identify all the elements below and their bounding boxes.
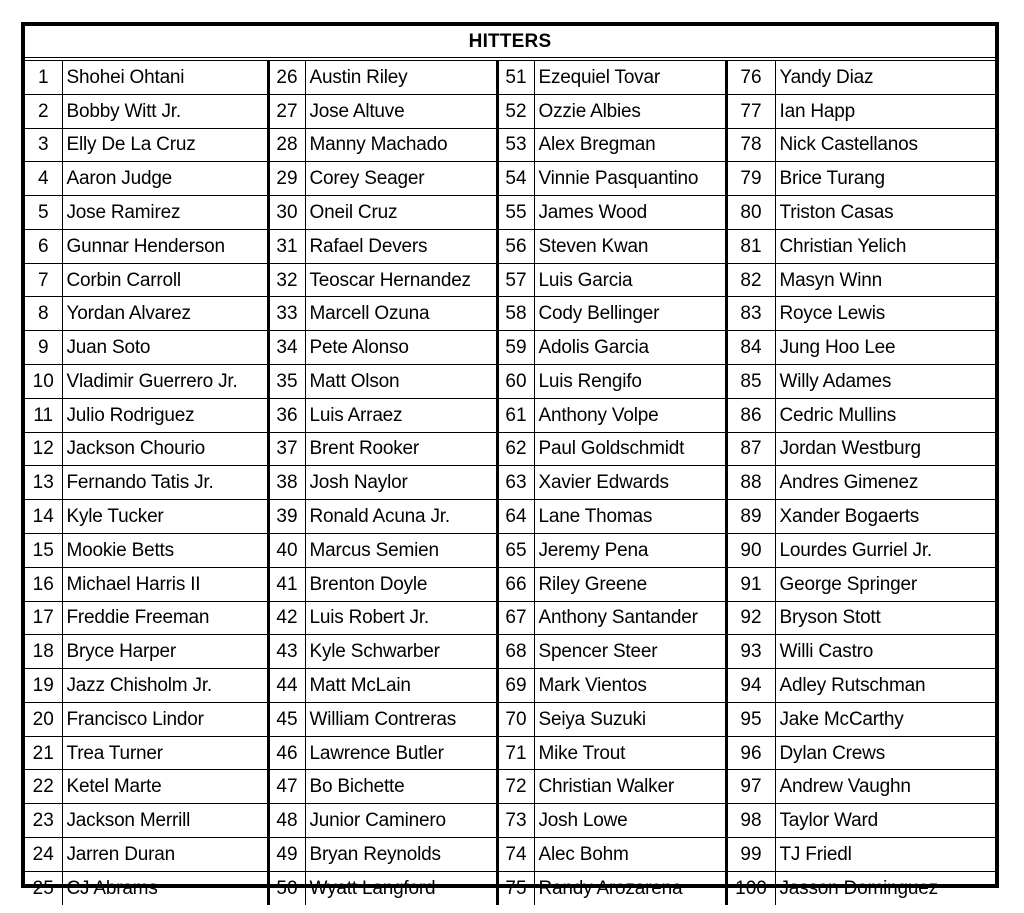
rank-cell: 14 <box>25 500 62 534</box>
player-name-cell: Junior Caminero <box>305 804 497 838</box>
rank-cell: 100 <box>726 871 775 904</box>
sheet-title: HITTERS <box>25 26 995 61</box>
rank-cell: 65 <box>497 533 534 567</box>
rank-cell: 8 <box>25 297 62 331</box>
rank-cell: 54 <box>497 162 534 196</box>
rank-cell: 29 <box>268 162 305 196</box>
rank-cell: 79 <box>726 162 775 196</box>
rank-cell: 75 <box>497 871 534 904</box>
rank-cell: 47 <box>268 770 305 804</box>
rank-cell: 27 <box>268 94 305 128</box>
rank-cell: 7 <box>25 263 62 297</box>
player-name-cell: Josh Lowe <box>534 804 726 838</box>
rank-cell: 49 <box>268 837 305 871</box>
table-row <box>25 533 995 567</box>
table-row <box>25 331 995 365</box>
player-name-cell: Xander Bogaerts <box>775 500 995 534</box>
player-name-cell: Christian Yelich <box>775 229 995 263</box>
rank-cell: 51 <box>497 61 534 94</box>
player-name-cell: Riley Greene <box>534 567 726 601</box>
player-name-cell: Bo Bichette <box>305 770 497 804</box>
table-row <box>25 61 995 94</box>
rank-cell: 12 <box>25 432 62 466</box>
player-name-cell: Randy Arozarena <box>534 871 726 904</box>
rank-cell: 91 <box>726 567 775 601</box>
rank-cell: 13 <box>25 466 62 500</box>
player-name-cell: Christian Walker <box>534 770 726 804</box>
rank-cell: 70 <box>497 702 534 736</box>
table-row <box>25 601 995 635</box>
player-name-cell: Josh Naylor <box>305 466 497 500</box>
rank-cell: 62 <box>497 432 534 466</box>
rank-cell: 25 <box>25 871 62 904</box>
table-row <box>25 162 995 196</box>
player-name-cell: Paul Goldschmidt <box>534 432 726 466</box>
player-name-cell: Adolis Garcia <box>534 331 726 365</box>
player-name-cell: Willy Adames <box>775 365 995 399</box>
player-name-cell: Corbin Carroll <box>62 263 268 297</box>
rank-cell: 53 <box>497 128 534 162</box>
player-name-cell: Jasson Dominguez <box>775 871 995 904</box>
player-name-cell: Corey Seager <box>305 162 497 196</box>
player-name-cell: Masyn Winn <box>775 263 995 297</box>
player-name-cell: Elly De La Cruz <box>62 128 268 162</box>
rank-cell: 68 <box>497 635 534 669</box>
rank-cell: 42 <box>268 601 305 635</box>
player-name-cell: Seiya Suzuki <box>534 702 726 736</box>
rank-cell: 96 <box>726 736 775 770</box>
rank-cell: 61 <box>497 398 534 432</box>
player-name-cell: Fernando Tatis Jr. <box>62 466 268 500</box>
rank-cell: 38 <box>268 466 305 500</box>
rank-cell: 39 <box>268 500 305 534</box>
player-name-cell: James Wood <box>534 196 726 230</box>
rank-cell: 85 <box>726 365 775 399</box>
player-name-cell: Luis Arraez <box>305 398 497 432</box>
player-name-cell: Ian Happ <box>775 94 995 128</box>
table-row <box>25 229 995 263</box>
player-name-cell: Gunnar Henderson <box>62 229 268 263</box>
player-name-cell: Luis Garcia <box>534 263 726 297</box>
rank-cell: 82 <box>726 263 775 297</box>
player-name-cell: Luis Rengifo <box>534 365 726 399</box>
player-name-cell: Yandy Diaz <box>775 61 995 94</box>
rank-cell: 11 <box>25 398 62 432</box>
player-name-cell: Lourdes Gurriel Jr. <box>775 533 995 567</box>
table-row <box>25 196 995 230</box>
player-name-cell: Cedric Mullins <box>775 398 995 432</box>
rank-cell: 4 <box>25 162 62 196</box>
rank-cell: 19 <box>25 669 62 703</box>
player-name-cell: Andrew Vaughn <box>775 770 995 804</box>
rank-cell: 6 <box>25 229 62 263</box>
rank-cell: 23 <box>25 804 62 838</box>
table-row <box>25 567 995 601</box>
rank-cell: 57 <box>497 263 534 297</box>
player-name-cell: Jarren Duran <box>62 837 268 871</box>
rank-cell: 21 <box>25 736 62 770</box>
rank-cell: 34 <box>268 331 305 365</box>
rank-cell: 69 <box>497 669 534 703</box>
hitters-rankings-sheet <box>21 22 999 899</box>
rank-cell: 35 <box>268 365 305 399</box>
player-name-cell: George Springer <box>775 567 995 601</box>
rank-cell: 60 <box>497 365 534 399</box>
rank-cell: 40 <box>268 533 305 567</box>
player-name-cell: Marcell Ozuna <box>305 297 497 331</box>
player-name-cell: Juan Soto <box>62 331 268 365</box>
table-row <box>25 837 995 871</box>
player-name-cell: Andres Gimenez <box>775 466 995 500</box>
rank-cell: 44 <box>268 669 305 703</box>
rank-cell: 41 <box>268 567 305 601</box>
player-name-cell: Nick Castellanos <box>775 128 995 162</box>
rank-cell: 9 <box>25 331 62 365</box>
player-name-cell: Jung Hoo Lee <box>775 331 995 365</box>
rank-cell: 76 <box>726 61 775 94</box>
rank-cell: 55 <box>497 196 534 230</box>
player-name-cell: Bryson Stott <box>775 601 995 635</box>
table-row <box>25 871 995 904</box>
player-name-cell: Freddie Freeman <box>62 601 268 635</box>
rank-cell: 81 <box>726 229 775 263</box>
table-row <box>25 365 995 399</box>
rank-cell: 92 <box>726 601 775 635</box>
table-row <box>25 770 995 804</box>
player-name-cell: Trea Turner <box>62 736 268 770</box>
player-name-cell: Taylor Ward <box>775 804 995 838</box>
player-name-cell: Anthony Santander <box>534 601 726 635</box>
player-name-cell: Matt McLain <box>305 669 497 703</box>
rank-cell: 94 <box>726 669 775 703</box>
player-name-cell: Pete Alonso <box>305 331 497 365</box>
player-name-cell: Mark Vientos <box>534 669 726 703</box>
player-name-cell: Jazz Chisholm Jr. <box>62 669 268 703</box>
player-name-cell: Triston Casas <box>775 196 995 230</box>
rank-cell: 26 <box>268 61 305 94</box>
player-name-cell: TJ Friedl <box>775 837 995 871</box>
rank-cell: 93 <box>726 635 775 669</box>
rank-cell: 36 <box>268 398 305 432</box>
player-name-cell: Brice Turang <box>775 162 995 196</box>
rank-cell: 72 <box>497 770 534 804</box>
table-row <box>25 669 995 703</box>
player-name-cell: Willi Castro <box>775 635 995 669</box>
rank-cell: 48 <box>268 804 305 838</box>
player-name-cell: Spencer Steer <box>534 635 726 669</box>
player-name-cell: Jackson Merrill <box>62 804 268 838</box>
table-row <box>25 128 995 162</box>
rank-cell: 56 <box>497 229 534 263</box>
rank-cell: 80 <box>726 196 775 230</box>
rank-cell: 71 <box>497 736 534 770</box>
player-name-cell: Rafael Devers <box>305 229 497 263</box>
player-name-cell: Alec Bohm <box>534 837 726 871</box>
table-row <box>25 702 995 736</box>
table-row <box>25 398 995 432</box>
hitters-table <box>25 61 995 905</box>
player-name-cell: Vladimir Guerrero Jr. <box>62 365 268 399</box>
rank-cell: 5 <box>25 196 62 230</box>
player-name-cell: Yordan Alvarez <box>62 297 268 331</box>
rank-cell: 46 <box>268 736 305 770</box>
hitters-table-body <box>25 61 995 905</box>
table-row <box>25 94 995 128</box>
rank-cell: 63 <box>497 466 534 500</box>
rank-cell: 95 <box>726 702 775 736</box>
player-name-cell: Jose Altuve <box>305 94 497 128</box>
player-name-cell: Jake McCarthy <box>775 702 995 736</box>
rank-cell: 30 <box>268 196 305 230</box>
rank-cell: 99 <box>726 837 775 871</box>
rank-cell: 32 <box>268 263 305 297</box>
table-row <box>25 500 995 534</box>
player-name-cell: Dylan Crews <box>775 736 995 770</box>
rank-cell: 10 <box>25 365 62 399</box>
player-name-cell: Mookie Betts <box>62 533 268 567</box>
rank-cell: 2 <box>25 94 62 128</box>
table-row <box>25 635 995 669</box>
rank-cell: 52 <box>497 94 534 128</box>
rank-cell: 78 <box>726 128 775 162</box>
player-name-cell: Jackson Chourio <box>62 432 268 466</box>
player-name-cell: Bryce Harper <box>62 635 268 669</box>
player-name-cell: Teoscar Hernandez <box>305 263 497 297</box>
player-name-cell: Ketel Marte <box>62 770 268 804</box>
rank-cell: 17 <box>25 601 62 635</box>
rank-cell: 16 <box>25 567 62 601</box>
rank-cell: 74 <box>497 837 534 871</box>
player-name-cell: Oneil Cruz <box>305 196 497 230</box>
rank-cell: 37 <box>268 432 305 466</box>
rank-cell: 90 <box>726 533 775 567</box>
rank-cell: 15 <box>25 533 62 567</box>
player-name-cell: Michael Harris II <box>62 567 268 601</box>
rank-cell: 67 <box>497 601 534 635</box>
rank-cell: 18 <box>25 635 62 669</box>
player-name-cell: Shohei Ohtani <box>62 61 268 94</box>
player-name-cell: Luis Robert Jr. <box>305 601 497 635</box>
rank-cell: 89 <box>726 500 775 534</box>
rank-cell: 66 <box>497 567 534 601</box>
rank-cell: 64 <box>497 500 534 534</box>
rank-cell: 3 <box>25 128 62 162</box>
table-row <box>25 263 995 297</box>
rank-cell: 87 <box>726 432 775 466</box>
player-name-cell: Anthony Volpe <box>534 398 726 432</box>
player-name-cell: Francisco Lindor <box>62 702 268 736</box>
table-row <box>25 466 995 500</box>
player-name-cell: Ronald Acuna Jr. <box>305 500 497 534</box>
rank-cell: 84 <box>726 331 775 365</box>
rank-cell: 31 <box>268 229 305 263</box>
player-name-cell: Mike Trout <box>534 736 726 770</box>
player-name-cell: Cody Bellinger <box>534 297 726 331</box>
rank-cell: 58 <box>497 297 534 331</box>
rank-cell: 83 <box>726 297 775 331</box>
player-name-cell: Kyle Tucker <box>62 500 268 534</box>
table-row <box>25 736 995 770</box>
player-name-cell: Lane Thomas <box>534 500 726 534</box>
rank-cell: 98 <box>726 804 775 838</box>
player-name-cell: Austin Riley <box>305 61 497 94</box>
player-name-cell: Jose Ramirez <box>62 196 268 230</box>
player-name-cell: Aaron Judge <box>62 162 268 196</box>
player-name-cell: Julio Rodriguez <box>62 398 268 432</box>
player-name-cell: Bryan Reynolds <box>305 837 497 871</box>
rank-cell: 22 <box>25 770 62 804</box>
player-name-cell: Lawrence Butler <box>305 736 497 770</box>
player-name-cell: Royce Lewis <box>775 297 995 331</box>
rank-cell: 33 <box>268 297 305 331</box>
player-name-cell: Marcus Semien <box>305 533 497 567</box>
rank-cell: 97 <box>726 770 775 804</box>
player-name-cell: William Contreras <box>305 702 497 736</box>
player-name-cell: Ezequiel Tovar <box>534 61 726 94</box>
table-row <box>25 297 995 331</box>
player-name-cell: Wyatt Langford <box>305 871 497 904</box>
player-name-cell: Brent Rooker <box>305 432 497 466</box>
rank-cell: 59 <box>497 331 534 365</box>
rank-cell: 20 <box>25 702 62 736</box>
player-name-cell: Vinnie Pasquantino <box>534 162 726 196</box>
rank-cell: 28 <box>268 128 305 162</box>
player-name-cell: Kyle Schwarber <box>305 635 497 669</box>
rank-cell: 73 <box>497 804 534 838</box>
rank-cell: 43 <box>268 635 305 669</box>
rank-cell: 86 <box>726 398 775 432</box>
player-name-cell: Xavier Edwards <box>534 466 726 500</box>
rank-cell: 1 <box>25 61 62 94</box>
player-name-cell: Jordan Westburg <box>775 432 995 466</box>
table-row <box>25 432 995 466</box>
rank-cell: 77 <box>726 94 775 128</box>
player-name-cell: Jeremy Pena <box>534 533 726 567</box>
player-name-cell: Ozzie Albies <box>534 94 726 128</box>
table-row <box>25 804 995 838</box>
player-name-cell: Bobby Witt Jr. <box>62 94 268 128</box>
player-name-cell: CJ Abrams <box>62 871 268 904</box>
rank-cell: 45 <box>268 702 305 736</box>
player-name-cell: Manny Machado <box>305 128 497 162</box>
player-name-cell: Steven Kwan <box>534 229 726 263</box>
player-name-cell: Alex Bregman <box>534 128 726 162</box>
rank-cell: 24 <box>25 837 62 871</box>
rank-cell: 88 <box>726 466 775 500</box>
rank-cell: 50 <box>268 871 305 904</box>
player-name-cell: Matt Olson <box>305 365 497 399</box>
player-name-cell: Brenton Doyle <box>305 567 497 601</box>
player-name-cell: Adley Rutschman <box>775 669 995 703</box>
